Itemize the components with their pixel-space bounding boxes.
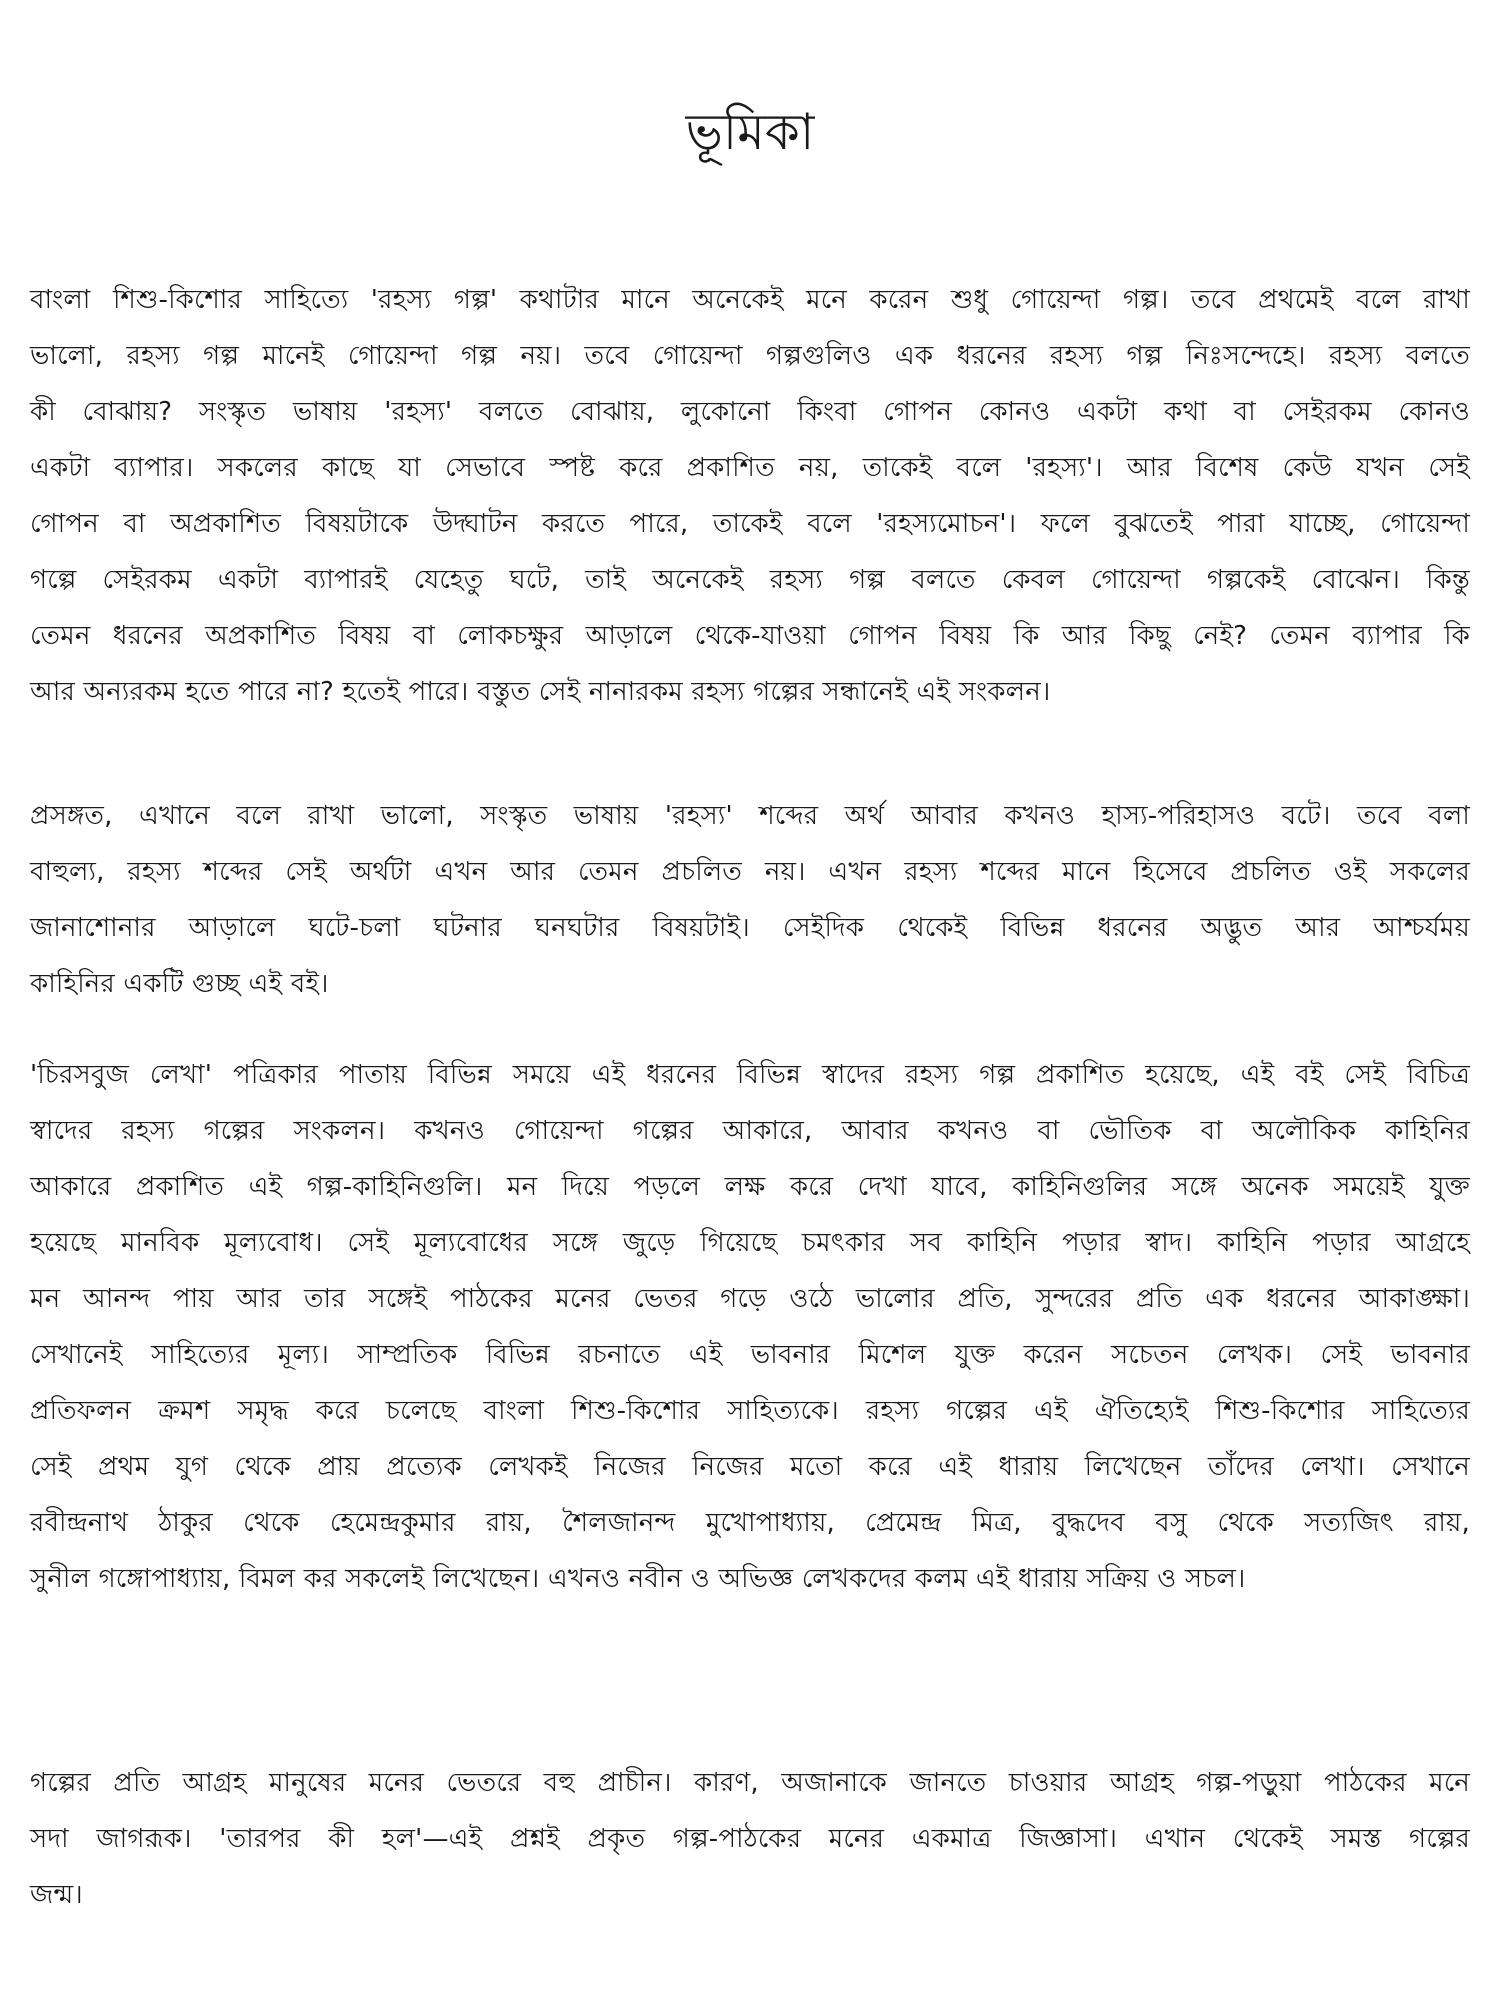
- text-line: ভালো, রহস্য গল্প মানেই গোয়েন্দা গল্প নয়। তবে গোয়েন্দা গল্পগুলিও এক ধরনের রহস্য গল্প নিঃসন্দেহে। রহস্য বলতে: [30, 341, 1470, 371]
- text-line: প্রতিফলন ক্রমশ সমৃদ্ধ করে চলেছে বাংলা শিশু-কিশোর সাহিত্যকে। রহস্য গল্পের এই ঐতিহ্যেই শিশু-কিশোর সাহিত্যের: [30, 1396, 1470, 1426]
- text-line: সেখানেই সাহিত্যের মূল্য। সাম্প্রতিক বিভিন্ন রচনাতে এই ভাবনার মিশেল যুক্ত করেন সচেতন লেখক। সেই ভাবনার: [30, 1340, 1470, 1370]
- paragraph-3: [30, 1047, 1470, 1607]
- text-line: বাংলা শিশু-কিশোর সাহিত্যে 'রহস্য গল্প' কথাটার মানে অনেকেই মনে করেন শুধু গোয়েন্দা গল্প। তবে প্রথমেই বলে রাখা: [30, 285, 1470, 315]
- text-line: গল্পের প্রতি আগ্রহ মানুষের মনের ভেতরে বহু প্রাচীন। কারণ, অজানাকে জানতে চাওয়ার আগ্রহ গল্প-পড়ুয়া পাঠকের মনে: [30, 1768, 1470, 1798]
- text-line: সদা জাগরূক। 'তারপর কী হল'—এই প্রশ্নই প্রকৃত গল্প-পাঠকের মনের একমাত্র জিজ্ঞাসা। এখান থেকেই সমস্ত গল্পের: [30, 1824, 1470, 1854]
- text-line: রবীন্দ্রনাথ ঠাকুর থেকে হেমেন্দ্রকুমার রায়, শৈলজানন্দ মুখোপাধ্যায়, প্রেমেন্দ্র মিত্র, বুদ্ধদেব বসু থেকে সত্যজিৎ রায়,: [30, 1508, 1470, 1538]
- paragraph-1: [30, 272, 1470, 720]
- text-line: জানাশোনার আড়ালে ঘটে-চলা ঘটনার ঘনঘটার বিষয়টাই। সেইদিক থেকেই বিভিন্ন ধরনের অদ্ভুত আর আশ্চর্যময়: [30, 913, 1470, 943]
- text-line: জন্ম।: [30, 1880, 83, 1910]
- text-line: আর অন্যরকম হতে পারে না? হতেই পারে। বস্তুত সেই নানারকম রহস্য গল্পের সন্ধানেই এই সংকলন।: [30, 677, 1051, 707]
- text-line: সুনীল গঙ্গোপাধ্যায়, বিমল কর সকলেই লিখেছেন। এখনও নবীন ও অভিজ্ঞ লেখকদের কলম এই ধারায় সক্রিয় ও সচল।: [30, 1564, 1246, 1594]
- text-line: কী বোঝায়? সংস্কৃত ভাষায় 'রহস্য' বলতে বোঝায়, লুকোনো কিংবা গোপন কোনও একটা কথা বা সেইরকম কোনও: [30, 397, 1470, 427]
- text-line: কাহিনির একটি গুচ্ছ এই বই।: [30, 969, 329, 999]
- text-line: সেই প্রথম যুগ থেকে প্রায় প্রত্যেক লেখকই নিজের নিজের মতো করে এই ধারায় লিখেছেন তাঁদের লেখা। সেখানে: [30, 1452, 1470, 1482]
- text-line: তেমন ধরনের অপ্রকাশিত বিষয় বা লোকচক্ষুর আড়ালে থেকে-যাওয়া গোপন বিষয় কি আর কিছু নেই? তেমন ব্যাপার কি: [30, 621, 1470, 651]
- text-line: 'চিরসবুজ লেখা' পত্রিকার পাতায় বিভিন্ন সময়ে এই ধরনের বিভিন্ন স্বাদের রহস্য গল্প প্রকাশিত হয়েছে, এই বই সেই বিচিত্র: [30, 1060, 1470, 1090]
- paragraph-2: [30, 788, 1470, 1012]
- text-line: স্বাদের রহস্য গল্পের সংকলন। কখনও গোয়েন্দা গল্পের আকারে, আবার কখনও বা ভৌতিক বা অলৌকিক কাহিনির: [30, 1116, 1470, 1146]
- text-line: মন আনন্দ পায় আর তার সঙ্গেই পাঠকের মনের ভেতর গড়ে ওঠে ভালোর প্রতি, সুন্দরের প্রতি এক ধরনের আকাঙ্ক্ষা।: [30, 1284, 1470, 1314]
- text-line: গল্পে সেইরকম একটা ব্যাপারই যেহেতু ঘটে, তাই অনেকেই রহস্য গল্প বলতে কেবল গোয়েন্দা গল্পকেই বোঝেন। কিন্তু: [30, 565, 1470, 595]
- text-line: আকারে প্রকাশিত এই গল্প-কাহিনিগুলি। মন দিয়ে পড়লে লক্ষ করে দেখা যাবে, কাহিনিগুলির সঙ্গে অনেক সময়েই যুক্ত: [30, 1172, 1470, 1202]
- paragraph-4: [30, 1755, 1470, 1923]
- text-line: প্রসঙ্গত, এখানে বলে রাখা ভালো, সংস্কৃত ভাষায় 'রহস্য' শব্দের অর্থ আবার কখনও হাস্য-পরিহাসও বটে। তবে বলা: [30, 801, 1470, 831]
- text-line: একটা ব্যাপার। সকলের কাছে যা সেভাবে স্পষ্ট করে প্রকাশিত নয়, তাকেই বলে 'রহস্য'। আর বিশেষ কেউ যখন সেই: [30, 453, 1470, 483]
- text-line: গোপন বা অপ্রকাশিত বিষয়টাকে উদ্ঘাটন করতে পারে, তাকেই বলে 'রহস্যমোচন'। ফলে বুঝতেই পারা যাচ্ছে, গোয়েন্দা: [30, 509, 1470, 539]
- text-line: বাহুল্য, রহস্য শব্দের সেই অর্থটা এখন আর তেমন প্রচলিত নয়। এখন রহস্য শব্দের মানে হিসেবে প্রচলিত ওই সকলের: [30, 857, 1470, 887]
- text-line: হয়েছে মানবিক মূল্যবোধ। সেই মূল্যবোধের সঙ্গে জুড়ে গিয়েছে চমৎকার সব কাহিনি পড়ার স্বাদ। কাহিনি পড়ার আগ্রহে: [30, 1228, 1470, 1258]
- page-title: ভূমিকা: [685, 103, 815, 161]
